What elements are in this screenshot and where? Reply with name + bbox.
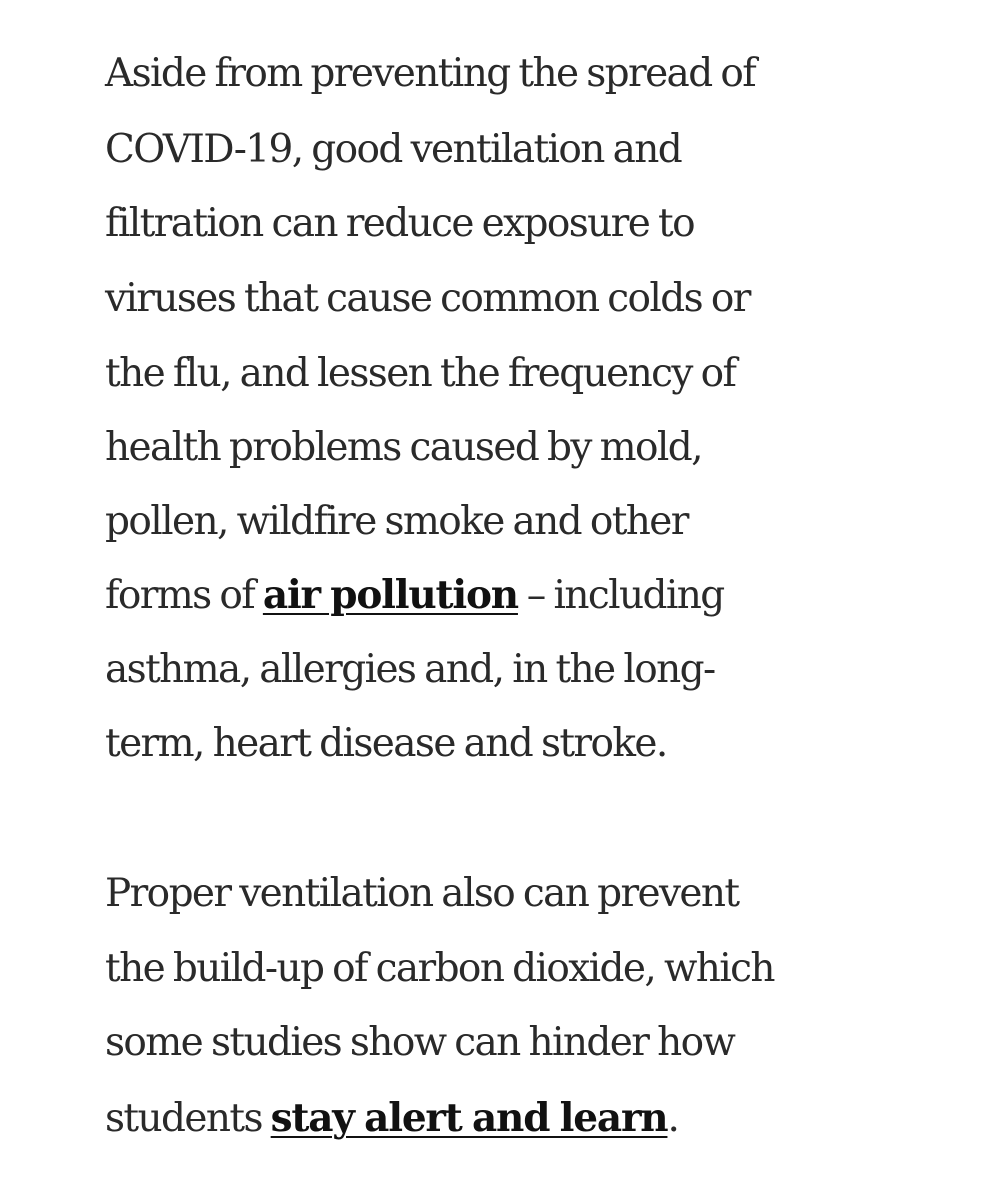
paragraph-1-line-1: Aside from preventing the spread of [105,51,756,96]
air-pollution-link[interactable]: air pollution [262,572,518,618]
paragraph-2-line-3: some studies show can hinder how [105,1020,735,1065]
paragraph-2-line-2: the build-up of carbon dioxide, which [105,946,774,991]
paragraph-1-line-7: pollen, wildfire smoke and other [105,499,688,544]
paragraph-1-line-5: the flu, and lessen the frequency of [105,351,736,396]
paragraph-2-line-4 [105,1081,678,1155]
paragraph-1-line-3: filtration can reduce exposure to [105,201,694,246]
paragraph-1-line-8 [105,558,724,632]
paragraph-1-line-10: term, heart disease and stroke. [105,721,667,766]
line-text-after-link: – including [517,573,724,618]
paragraph-1-line-4: viruses that cause common colds or [105,276,750,321]
line-text-after-link: . [667,1096,679,1141]
paragraph-1-line-9: asthma, allergies and, in the long- [105,647,715,692]
paragraph-2-line-1: Proper ventilation also can prevent [105,871,739,916]
paragraph-1-line-2: COVID-19, good ventilation and [105,127,682,172]
line-text-before-link: students [105,1096,271,1141]
paragraph-1-line-6: health problems caused by mold, [105,425,702,470]
stay-alert-and-learn-link[interactable]: stay alert and learn [270,1095,668,1141]
line-text-before-link: forms of [105,573,263,618]
